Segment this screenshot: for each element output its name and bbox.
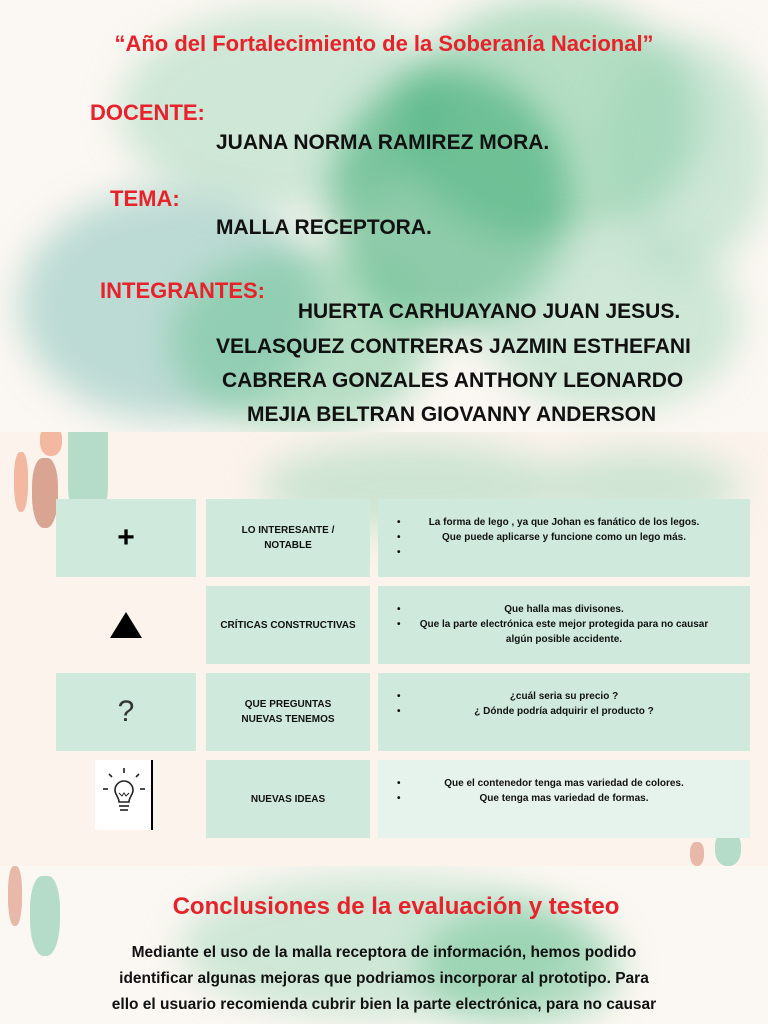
decorative-shape xyxy=(32,458,58,528)
conclusion-line: ello el usuario recomienda cubrir bien la parte electrónica, para no causar xyxy=(111,996,657,1013)
page-title: “Año del Fortalecimiento de la Soberanía Nacional” xyxy=(114,31,654,56)
row-label: QUE PREGUNTAS NUEVAS TENEMOS xyxy=(206,673,370,751)
row-label: LO INTERESANTE / NOTABLE xyxy=(206,499,370,577)
list-item: • Que el contenedor tenga mas variedad de colores. xyxy=(397,778,684,789)
conclusion-section xyxy=(0,866,768,1024)
row-details xyxy=(378,586,750,664)
list-item: • xyxy=(397,547,401,558)
tema-value: MALLA RECEPTORA. xyxy=(216,216,432,239)
docente-name: JUANA NORMA RAMIREZ MORA. xyxy=(216,131,550,154)
integrante-name: VELASQUEZ CONTRERAS JAZMIN ESTHEFANI xyxy=(216,335,691,358)
integrante-name: HUERTA CARHUAYANO JUAN JESUS. xyxy=(297,300,681,323)
decorative-shape xyxy=(14,452,28,512)
list-item: • ¿ Dónde podría adquirir el producto ? xyxy=(397,706,654,717)
list-item: • Que halla mas divisones. xyxy=(397,604,624,615)
lightbulb-icon xyxy=(95,760,153,830)
list-item: • Que puede aplicarse y funcione como un lego más. xyxy=(397,532,686,543)
tema-label: TEMA: xyxy=(110,186,180,211)
bullet-list xyxy=(378,689,750,719)
integrantes-label: INTEGRANTES: xyxy=(100,278,265,303)
decorative-shape xyxy=(690,842,704,866)
evaluation-grid-section xyxy=(0,432,768,866)
conclusion-line: identificar algunas mejoras que podriamos incorporar al prototipo. Para xyxy=(119,970,649,987)
docente-label: DOCENTE: xyxy=(90,100,205,125)
bullet-list xyxy=(378,776,750,806)
bullet-list xyxy=(378,515,750,560)
row-label: CRÍTICAS CONSTRUCTIVAS xyxy=(206,586,370,664)
row-label: NUEVAS IDEAS xyxy=(206,760,370,838)
row-details xyxy=(378,760,750,838)
list-item: • La forma de lego , ya que Johan es fanático de los legos. xyxy=(397,517,700,528)
conclusion-line: Mediante el uso de la malla receptora de información, hemos podido xyxy=(131,944,637,961)
row-details xyxy=(378,673,750,751)
list-item: • Que la parte electrónica este mejor protegida para no causar algún posible accidente. xyxy=(397,619,709,645)
decorative-shape xyxy=(40,432,62,456)
question-icon: ? xyxy=(56,673,196,751)
integrante-name: CABRERA GONZALES ANTHONY LEONARDO xyxy=(222,369,684,392)
list-item: • Que tenga mas variedad de formas. xyxy=(397,793,649,804)
integrante-name: MEJIA BELTRAN GIOVANNY ANDERSON xyxy=(247,403,657,426)
conclusion-title: Conclusiones de la evaluación y testeo xyxy=(172,893,620,920)
plus-icon: + xyxy=(56,499,196,577)
cover-section xyxy=(0,0,768,432)
triangle-icon xyxy=(56,586,196,664)
row-details xyxy=(378,499,750,577)
list-item: • ¿cuál seria su precio ? xyxy=(397,691,619,702)
bullet-list xyxy=(378,602,750,647)
